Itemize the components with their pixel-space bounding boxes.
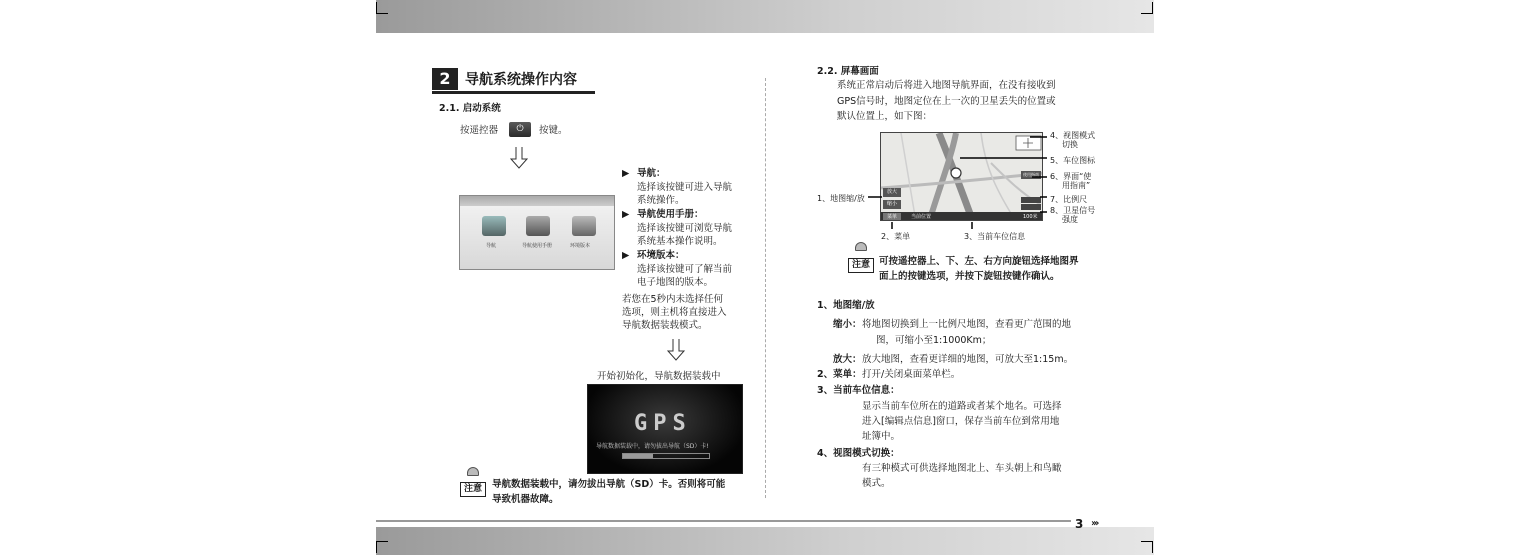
location-text-shot: 当前位置 [911, 214, 932, 220]
callout-menu: 2、菜单 [881, 232, 911, 241]
option-text: 系统基本操作说明。 [637, 236, 723, 247]
callout-view-mode: 切换 [1062, 140, 1078, 149]
top-banner [376, 0, 1154, 33]
item-text: 址簿中。 [862, 431, 901, 442]
callout-scale: 7、比例尺 [1050, 195, 1088, 204]
callout-zoom: 1、地图缩/放 [817, 194, 865, 203]
power-button-icon: ⏻ [509, 122, 531, 137]
section-title: 导航系统操作内容 [465, 72, 577, 88]
option-bullet: ▶ [622, 168, 630, 179]
option-text: 选择该按键可了解当前 [637, 264, 733, 275]
option-title: 环境版本： [637, 250, 685, 261]
gps-loading-screenshot [587, 384, 743, 474]
init-caption: 开始初始化，导航数据装载中 [597, 371, 721, 382]
item-title: 4、视图模式切换： [817, 448, 900, 459]
intro-text: 默认位置上，如下图： [837, 111, 933, 122]
power-line-post: 按键。 [539, 125, 568, 136]
intro-text: 系统正常启动后将进入地图导航界面，在没有接收到 [837, 80, 1056, 91]
callout-view-mode: 4、视图模式 [1050, 131, 1096, 140]
footer-rule [376, 520, 1071, 522]
crop-mark [376, 2, 388, 14]
note-text: 面上的按键选项，并按下旋钮按键作确认。 [879, 271, 1060, 282]
note-text: 导致机器故障。 [492, 494, 559, 505]
loading-progress-fill [623, 454, 653, 458]
page-chevron-icon: ››› [1091, 518, 1098, 529]
auto-note-text: 导航数据装载模式。 [622, 320, 708, 331]
option-bullet: ▶ [622, 209, 630, 220]
item-text: 图，可缩小至1:1000Km； [876, 335, 992, 346]
folder-icon [572, 216, 596, 236]
bottom-banner [376, 527, 1154, 555]
crop-mark [1141, 541, 1153, 553]
main-menu-screenshot [459, 195, 615, 270]
subsection-title-2-1: 2.1. 启动系统 [439, 103, 501, 114]
option-bullet: ▶ [622, 250, 630, 261]
option-text: 选择该按键可进入导航 [637, 182, 733, 193]
item-label: 放大： [833, 354, 862, 365]
manual-book-icon [526, 216, 550, 236]
column-divider [765, 78, 766, 498]
scale-text-shot: 100米 [1023, 214, 1038, 220]
option-text: 选择该按键可浏览导航 [637, 223, 733, 234]
callout-location: 3、当前车位信息 [964, 232, 1026, 241]
note-label: 注意 [848, 258, 874, 273]
note-label-box [460, 476, 486, 497]
menu-item-version: 环境版本 [570, 243, 591, 249]
option-title: 导航使用手册： [637, 209, 704, 220]
menu-item-manual: 导航使用手册 [522, 243, 553, 249]
callout-guide: 用指南” [1062, 181, 1091, 190]
power-line-pre: 按遥控器 [460, 125, 499, 136]
item-text: 打开/关闭桌面菜单栏。 [862, 369, 961, 380]
down-arrow-icon [510, 147, 528, 169]
guide-button-shot: 使用指南 [1023, 172, 1039, 177]
crop-mark [1141, 2, 1153, 14]
zoom-out-button-shot: 缩小 [883, 200, 901, 209]
warning-bell-icon [855, 242, 867, 251]
intro-text: GPS信号时，地图定位在上一次的卫星丢失的位置或 [837, 96, 1056, 107]
option-title: 导航： [637, 168, 666, 179]
auto-note-text: 选项，则主机将直接进入 [622, 307, 727, 318]
note-text: 导航数据装载中，请勿拔出导航（SD）卡。否则将可能 [492, 479, 726, 490]
section-underline [432, 91, 595, 94]
item-title: 2、菜单： [817, 369, 862, 380]
warning-bell-icon [467, 467, 479, 476]
callout-satellite: 强度 [1062, 215, 1078, 224]
item-text: 放大地图，查看更详细的地图，可放大至1:15m。 [862, 354, 1074, 365]
gps-logo: GPS [634, 411, 692, 436]
note-text: 可按遥控器上、下、左、右方向旋钮选择地图界 [879, 256, 1079, 267]
callout-lines [780, 130, 1110, 240]
note-label: 注意 [460, 482, 486, 497]
navigation-icon [482, 216, 506, 236]
item-text: 将地图切换到上一比例尺地图，查看更广范围的地 [862, 319, 1072, 330]
gps-loading-message: 导航数据装载中，请勿拔出导航（SD）卡! [596, 443, 709, 450]
item-text: 有三种模式可供选择地图北上、车头朝上和鸟瞰 [862, 463, 1062, 474]
option-text: 系统操作。 [637, 195, 685, 206]
page-number: 3 [1075, 517, 1084, 531]
menu-item-navigation: 导航 [486, 243, 497, 249]
callout-satellite: 8、卫星信号 [1050, 206, 1096, 215]
zoom-in-button-shot: 放大 [883, 188, 901, 197]
option-text: 电子地图的版本。 [637, 277, 714, 288]
menu-button-shot: 菜单 [883, 213, 901, 221]
loading-progress-bar [622, 453, 710, 459]
note-label-box [848, 252, 874, 273]
item-text: 显示当前车位所在的道路或者某个地名。可选择 [862, 401, 1062, 412]
item-label: 缩小： [833, 319, 862, 330]
item-title: 3、当前车位信息： [817, 385, 900, 396]
callout-car-icon: 5、车位图标 [1050, 156, 1096, 165]
menu-screenshot-header [460, 196, 614, 206]
item-text: 模式。 [862, 478, 891, 489]
crop-mark [376, 541, 388, 553]
item-text: 进入[编辑点信息]窗口，保存当前车位到常用地 [862, 416, 1060, 427]
callout-guide: 6、界面“使 [1050, 172, 1092, 181]
item-title: 1、地图缩/放 [817, 300, 875, 311]
down-arrow-icon [667, 339, 685, 361]
auto-note-text: 若您在5秒内未选择任何 [622, 294, 724, 305]
section-number: 2 [432, 68, 458, 90]
subsection-title-2-2: 2.2. 屏幕画面 [817, 66, 879, 77]
